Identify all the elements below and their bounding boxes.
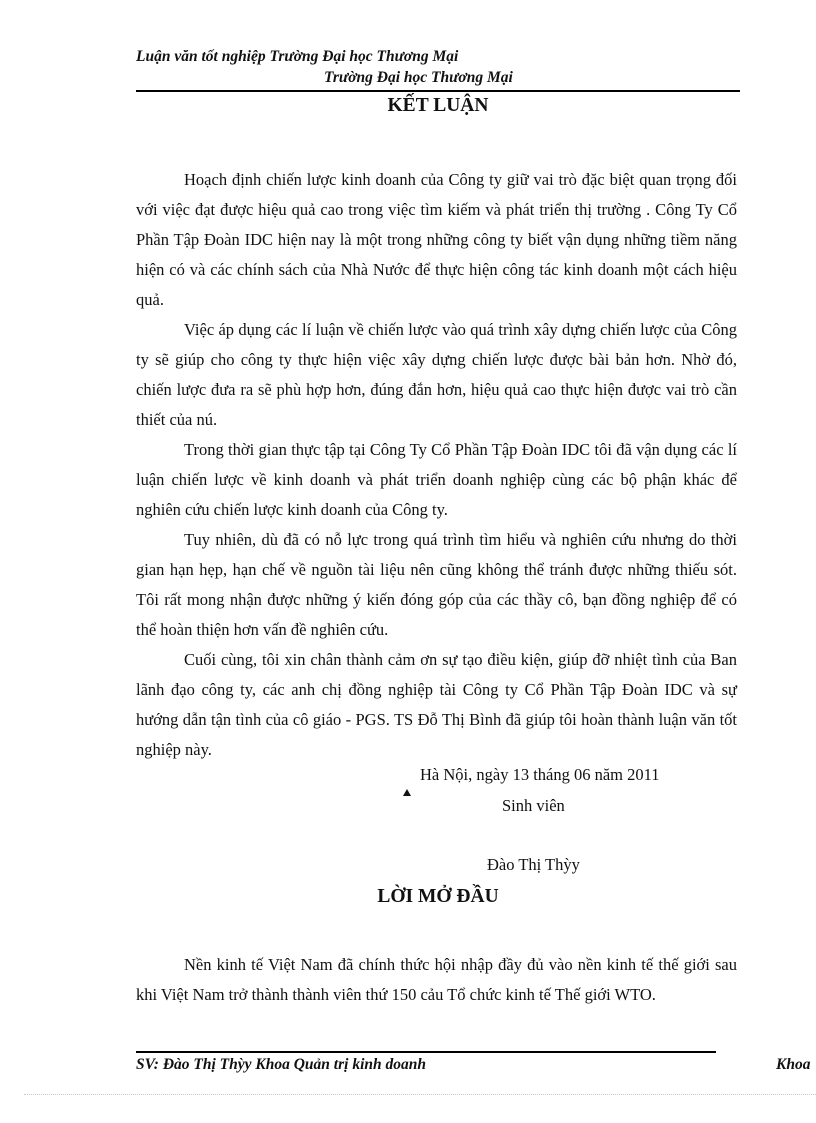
running-header-university: Trường Đại học Thương Mại xyxy=(324,69,513,86)
conclusion-paragraph-3: Trong thời gian thực tập tại Công Ty Cổ Phần Tập Đoàn IDC tôi đã vận dụng các lí luận chiến lược về kinh doanh và phát triển doanh nghiệp cùng các bộ phận khác để nghiên cứu chiến lược kinh doanh của Công ty. xyxy=(136,440,737,519)
page-edge-divider xyxy=(24,1094,816,1095)
conclusion-paragraph-4: Tuy nhiên, dù đã có nỗ lực trong quá trình tìm hiểu và nghiên cứu nhưng do thời gian hạn hẹp, hạn chế về nguồn tài liệu nên cũng không thể tránh được những thiếu sót. Tôi rất mong nhận được những ý kiến đóng góp của các thầy cô, bạn đồng nghiệp để có thể hoàn thiện hơn vấn đề nghiên cứu. xyxy=(136,530,737,639)
conclusion-paragraph-5: Cuối cùng, tôi xin chân thành cảm ơn sự tạo điều kiện, giúp đỡ nhiệt tình của Ban lãnh đạo công ty, các anh chị đồng nghiệp tài Công ty Cổ Phần Tập Đoàn IDC và sự hướng dẫn tận tình của cô giáo - PGS. TS Đỗ Thị Bình đã giúp tôi hoàn thành luận văn tốt nghiệp này. xyxy=(136,650,737,759)
conclusion-body xyxy=(136,165,737,765)
footer-divider xyxy=(136,1051,716,1053)
introduction-body xyxy=(136,950,737,1010)
signature-role: Sinh viên xyxy=(502,796,565,815)
header-divider xyxy=(136,90,740,92)
introduction-paragraph-1: Nền kinh tế Việt Nam đã chính thức hội nhập đầy đủ vào nền kinh tế thế giới sau khi Việt Nam trở thành thành viên thứ 150 cảu Tổ chức kinh tế Thế giới WTO. xyxy=(136,955,737,1004)
date-line: Hà Nội, ngày 13 tháng 06 năm 2011 xyxy=(420,765,660,784)
introduction-heading: LỜI MỞ ĐẦU xyxy=(377,886,499,907)
conclusion-paragraph-1: Hoạch định chiến lược kinh doanh của Công ty giữ vai trò đặc biệt quan trọng đối với việc đạt được hiệu quả cao trong việc tìm kiếm và phát triển thị trường . Công Ty Cổ Phần Tập Đoàn IDC hiện nay là một trong những công ty biết vận dụng những tiềm năng hiện có và các chính sách của Nhà Nước để thực hiện công tác kinh doanh một cách hiệu quả. xyxy=(136,170,737,309)
conclusion-paragraph-2: Việc áp dụng các lí luận về chiến lược vào quá trình xây dựng chiến lược của Công ty sẽ giúp cho công ty thực hiện việc xây dựng chiến lược được bài bản hơn. Nhờ đó, chiến lược đưa ra sẽ phù hợp hơn, đúng đắn hơn, hiệu quả cao thực hiện được vai trò cần thiết của nú. xyxy=(136,320,737,429)
running-header-title: Luận văn tốt nghiệp Trường Đại học Thương Mại xyxy=(136,48,459,65)
signature-name: Đào Thị Thỳy xyxy=(487,855,580,874)
footer-student-info: SV: Đào Thị Thỳy Khoa Quản trị kinh doanh xyxy=(136,1056,426,1073)
conclusion-heading: KẾT LUẬN xyxy=(387,95,489,116)
footer-faculty: Khoa xyxy=(776,1056,811,1073)
text-cursor-icon xyxy=(403,789,411,796)
